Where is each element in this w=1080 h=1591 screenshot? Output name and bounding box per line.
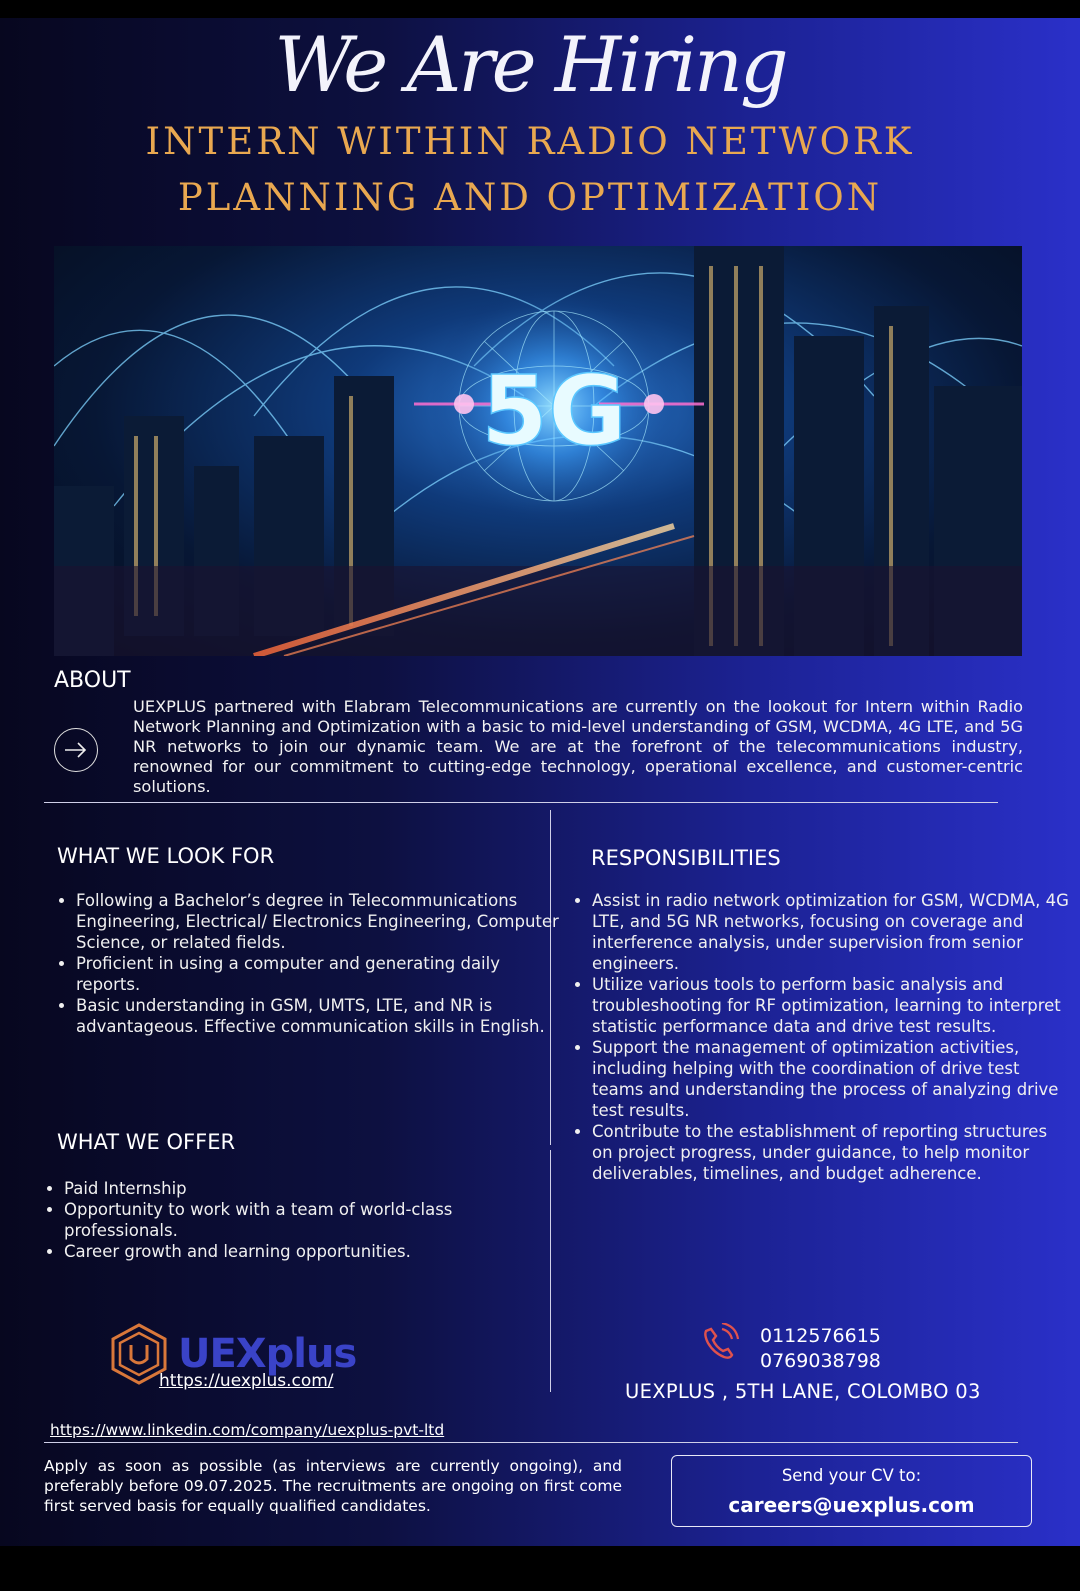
send-cv-box[interactable] xyxy=(671,1455,1032,1527)
responsibilities-list xyxy=(572,890,1070,1184)
apply-text: Apply as soon as possible (as interviews are currently ongoing), and preferably before 09.07.2025. The recruitments are ongoing on first come first served basis for equally qualified candidates. xyxy=(44,1457,622,1515)
list-item: • Support the management of optimization activities, including helping with the coordination of drive test teams and understanding the process of analyzing drive test results. xyxy=(592,1037,1070,1121)
list-item: • Utilize various tools to perform basic analysis and troubleshooting for RF optimization, learning to interpret statistic performance data and drive test results. xyxy=(592,974,1070,1037)
list-item: • Assist in radio network optimization for GSM, WCDMA, 4G LTE, and 5G NR networks, focusing on coverage and interference analysis, under supervision from senior engineers. xyxy=(592,890,1070,974)
hiring-title: We Are Hiring xyxy=(274,20,786,109)
list-item: • Proficient in using a computer and generating daily reports. xyxy=(76,953,564,995)
careers-email[interactable]: careers@uexplus.com xyxy=(728,1493,975,1517)
role-title-line1: INTERN WITHIN RADIO NETWORK xyxy=(145,120,915,163)
phone-numbers xyxy=(760,1324,881,1374)
arrow-right-icon xyxy=(54,728,98,772)
phone-icon xyxy=(700,1323,740,1365)
address: UEXPLUS , 5TH LANE, COLOMBO 03 xyxy=(625,1380,981,1403)
linkedin-link[interactable]: https://www.linkedin.com/company/uexplus-pvt-ltd xyxy=(50,1421,445,1439)
about-title: ABOUT xyxy=(54,668,131,693)
look-for-list xyxy=(56,890,564,1037)
what-we-look-for-title: WHAT WE LOOK FOR xyxy=(57,844,275,868)
what-we-offer-title: WHAT WE OFFER xyxy=(57,1130,236,1154)
list-item: • Career growth and learning opportunities. xyxy=(64,1241,464,1262)
list-item: • Contribute to the establishment of reporting structures on project progress, under guidance, to help monitor deliverables, timelines, and budget adherence. xyxy=(592,1121,1070,1184)
about-text: UEXPLUS partnered with Elabram Telecommunications are currently on the lookout for Intern within Radio Network Planning and Optimization with a basic to mid-level understanding of GSM, WCDMA, 4G LTE, and 5G NR networks to join our dynamic team. We are at the forefront of the telecommunications industry, renowned for our commitment to cutting-edge technology, operational excellence, and customer-centric solutions. xyxy=(133,697,1023,796)
role-title-line2: PLANNING AND OPTIMIZATION xyxy=(177,176,883,219)
list-item: • Following a Bachelor’s degree in Telecommunications Engineering, Electrical/ Electronics Engineering, Computer Science, or related fields. xyxy=(76,890,564,953)
logo-text: UEXplus xyxy=(178,1331,357,1377)
5g-badge: 5G xyxy=(481,355,627,467)
cv-label: Send your CV to: xyxy=(781,1466,922,1485)
website-link[interactable]: https://uexplus.com/ xyxy=(159,1371,334,1391)
list-item: • Opportunity to work with a team of world-class professionals. xyxy=(64,1199,464,1241)
divider-about xyxy=(44,802,998,803)
list-item: • Paid Internship xyxy=(64,1178,464,1199)
hero-5g-city-image xyxy=(54,246,1022,656)
hiring-poster xyxy=(0,18,1080,1546)
list-item: • Basic understanding in GSM, UMTS, LTE, and NR is advantageous. Effective communication skills in English. xyxy=(76,995,564,1037)
phone-number-1[interactable]: 0112576615 xyxy=(760,1325,881,1347)
phone-number-2[interactable]: 0769038798 xyxy=(760,1350,881,1372)
responsibilities-title: RESPONSIBILITIES xyxy=(591,846,781,870)
column-divider-bottom xyxy=(550,1150,551,1392)
offer-list xyxy=(44,1178,464,1262)
city-skyline-graphic xyxy=(54,246,1022,656)
divider-footer xyxy=(44,1442,1018,1443)
